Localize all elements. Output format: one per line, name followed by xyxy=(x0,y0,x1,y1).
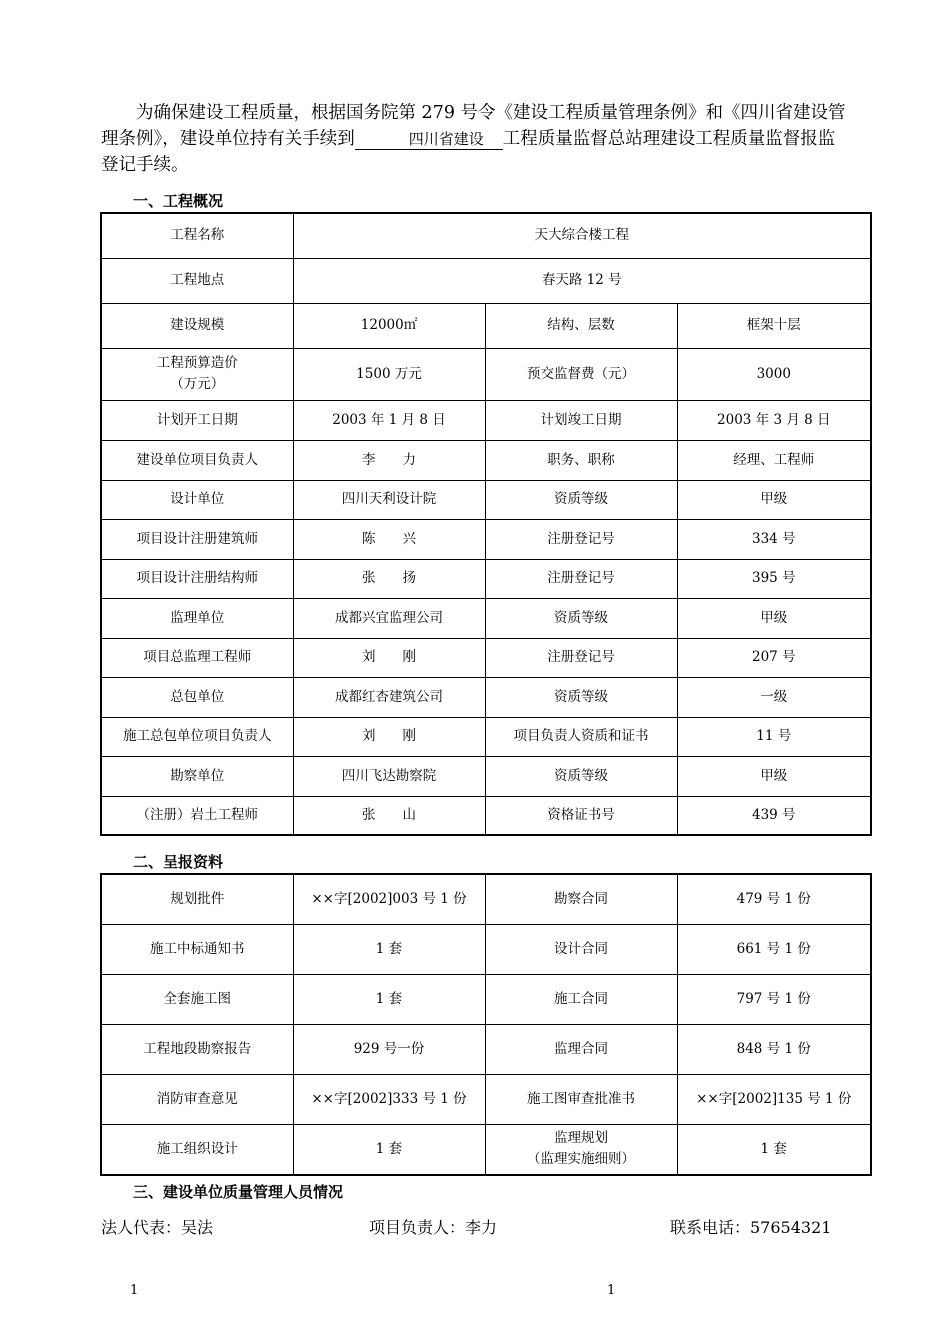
document-name: 施工中标通知书 xyxy=(101,924,293,974)
overview-value: 12000㎡ xyxy=(293,303,485,348)
overview-row xyxy=(101,303,871,348)
overview-label: 项目设计注册建筑师 xyxy=(101,519,293,559)
document-value: 1 套 xyxy=(677,1124,871,1175)
overview-row xyxy=(101,258,871,303)
overview-label: 项目设计注册结构师 xyxy=(101,559,293,598)
overview-label: 工程名称 xyxy=(101,213,293,258)
overview-label: 建设单位项目负责人 xyxy=(101,440,293,480)
overview-value: 陈 兴 xyxy=(293,519,485,559)
overview-row xyxy=(101,796,871,835)
overview-value: 3000 xyxy=(677,348,871,400)
submitted-documents-table xyxy=(100,873,872,1176)
overview-value: 439 号 xyxy=(677,796,871,835)
overview-label: 监理单位 xyxy=(101,598,293,638)
project-leader: 项目负责人：李力 xyxy=(369,1218,498,1237)
document-name: 施工组织设计 xyxy=(101,1124,293,1175)
overview-label: 资质等级 xyxy=(485,480,677,519)
overview-value: 四川天利设计院 xyxy=(293,480,485,519)
document-name: 施工图审查批准书 xyxy=(485,1074,677,1124)
overview-label: 总包单位 xyxy=(101,677,293,717)
intro-text-before: 为确保建设工程质量，根据国务院第 279 号令《建设工程质量管理条例》和《四川省建设管理条例》，建设单位持有关手续到 xyxy=(101,103,846,149)
overview-row xyxy=(101,756,871,796)
document-value: 661 号 1 份 xyxy=(677,924,871,974)
document-value: 848 号 1 份 xyxy=(677,1024,871,1074)
overview-label: 工程预算造价 （万元） xyxy=(101,348,293,400)
overview-row xyxy=(101,638,871,677)
overview-label: 资质等级 xyxy=(485,598,677,638)
overview-value: 207 号 xyxy=(677,638,871,677)
document-name: 设计合同 xyxy=(485,924,677,974)
overview-label: 勘察单位 xyxy=(101,756,293,796)
document-row xyxy=(101,1074,871,1124)
page-number-right: 1 xyxy=(607,1283,616,1298)
overview-label: 计划开工日期 xyxy=(101,400,293,440)
overview-value: 2003 年 3 月 8 日 xyxy=(677,400,871,440)
overview-label: 结构、层数 xyxy=(485,303,677,348)
document-name: 监理合同 xyxy=(485,1024,677,1074)
document-name: 消防审查意见 xyxy=(101,1074,293,1124)
document-value: ××字[2002]003 号 1 份 xyxy=(293,874,485,924)
overview-label: 注册登记号 xyxy=(485,559,677,598)
document-value: 797 号 1 份 xyxy=(677,974,871,1024)
overview-label: 注册登记号 xyxy=(485,519,677,559)
section3-title: 三、建设单位质量管理人员情况 xyxy=(133,1183,344,1201)
overview-value: 甲级 xyxy=(677,480,871,519)
document-name: 全套施工图 xyxy=(101,974,293,1024)
document-name: 勘察合同 xyxy=(485,874,677,924)
overview-row xyxy=(101,598,871,638)
overview-row xyxy=(101,519,871,559)
document-name: 工程地段勘察报告 xyxy=(101,1024,293,1074)
overview-label: 计划竣工日期 xyxy=(485,400,677,440)
overview-value: 甲级 xyxy=(677,598,871,638)
section1-title: 一、工程概况 xyxy=(133,192,224,210)
document-value: ××字[2002]135 号 1 份 xyxy=(677,1074,871,1124)
overview-value: 395 号 xyxy=(677,559,871,598)
overview-label: 预交监督费（元） xyxy=(485,348,677,400)
document-name: 规划批件 xyxy=(101,874,293,924)
overview-label: 资质等级 xyxy=(485,756,677,796)
contact-phone: 联系电话：57654321 xyxy=(670,1218,832,1237)
overview-label: 职务、职称 xyxy=(485,440,677,480)
overview-value: 11 号 xyxy=(677,717,871,756)
intro-paragraph xyxy=(101,100,851,178)
overview-row xyxy=(101,480,871,519)
overview-row xyxy=(101,440,871,480)
overview-label: 资质等级 xyxy=(485,677,677,717)
overview-label: 设计单位 xyxy=(101,480,293,519)
project-overview-table xyxy=(100,212,872,836)
document-row xyxy=(101,1124,871,1175)
document-value: ××字[2002]333 号 1 份 xyxy=(293,1074,485,1124)
overview-value: 刘 刚 xyxy=(293,717,485,756)
overview-value: 1500 万元 xyxy=(293,348,485,400)
overview-value: 刘 刚 xyxy=(293,638,485,677)
document-value: 1 套 xyxy=(293,924,485,974)
overview-label: 项目总监理工程师 xyxy=(101,638,293,677)
overview-row xyxy=(101,677,871,717)
document-name: 施工合同 xyxy=(485,974,677,1024)
overview-row xyxy=(101,400,871,440)
overview-value: 334 号 xyxy=(677,519,871,559)
page-number-left: 1 xyxy=(130,1283,139,1298)
document-value: 1 套 xyxy=(293,1124,485,1175)
document-row xyxy=(101,924,871,974)
section2-title: 二、呈报资料 xyxy=(133,853,224,871)
document-row xyxy=(101,1024,871,1074)
document-row xyxy=(101,974,871,1024)
document-row xyxy=(101,874,871,924)
overview-value: 春天路 12 号 xyxy=(293,258,871,303)
document-value: 479 号 1 份 xyxy=(677,874,871,924)
overview-value: 李 力 xyxy=(293,440,485,480)
legal-representative: 法人代表：吴法 xyxy=(101,1218,214,1237)
overview-label: 项目负责人资质和证书 xyxy=(485,717,677,756)
overview-label: （注册）岩土工程师 xyxy=(101,796,293,835)
intro-text-after: 工程质量监督总站理建设工程质量监督报监登记手续。 xyxy=(101,129,836,175)
overview-label: 工程地点 xyxy=(101,258,293,303)
document-name: 监理规划 （监理实施细则） xyxy=(485,1124,677,1175)
overview-value: 天大综合楼工程 xyxy=(293,213,871,258)
overview-value: 框架十层 xyxy=(677,303,871,348)
overview-value: 成都红杏建筑公司 xyxy=(293,677,485,717)
filled-unit-field: 四川省建设 xyxy=(355,129,503,150)
document-value: 929 号一份 xyxy=(293,1024,485,1074)
overview-row xyxy=(101,213,871,258)
document-value: 1 套 xyxy=(293,974,485,1024)
overview-row xyxy=(101,559,871,598)
overview-row xyxy=(101,348,871,400)
overview-value: 一级 xyxy=(677,677,871,717)
overview-label: 施工总包单位项目负责人 xyxy=(101,717,293,756)
overview-value: 四川飞达勘察院 xyxy=(293,756,485,796)
overview-label: 资格证书号 xyxy=(485,796,677,835)
overview-value: 经理、工程师 xyxy=(677,440,871,480)
overview-value: 甲级 xyxy=(677,756,871,796)
overview-value: 张 扬 xyxy=(293,559,485,598)
overview-value: 成都兴宜监理公司 xyxy=(293,598,485,638)
overview-row xyxy=(101,717,871,756)
overview-value: 2003 年 1 月 8 日 xyxy=(293,400,485,440)
overview-value: 张 山 xyxy=(293,796,485,835)
overview-label: 注册登记号 xyxy=(485,638,677,677)
overview-label: 建设规模 xyxy=(101,303,293,348)
